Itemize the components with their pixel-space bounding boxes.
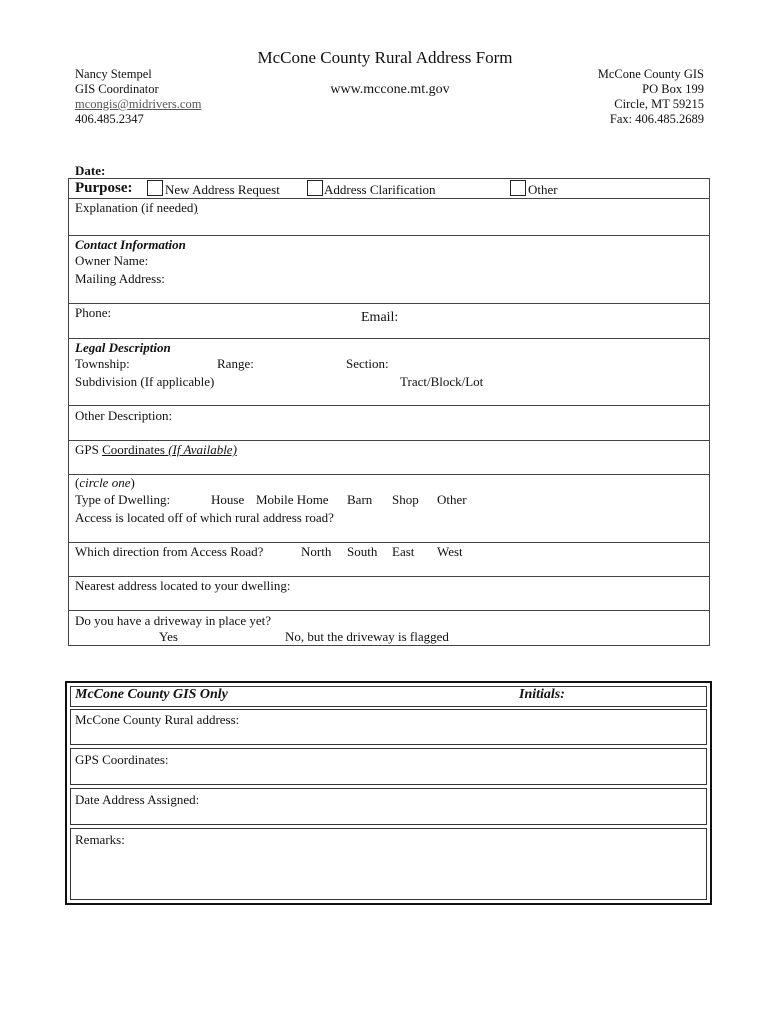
explanation-field[interactable]: [75, 200, 198, 216]
row-divider: [68, 576, 710, 577]
new-address-checkbox[interactable]: [147, 180, 163, 196]
section-field[interactable]: Section:: [346, 356, 389, 371]
direction-option-east[interactable]: East: [392, 544, 415, 559]
other-purpose-checkbox[interactable]: [510, 180, 526, 196]
row-divider: [68, 338, 710, 339]
contact-phone: 406.485.2347: [75, 112, 144, 126]
row-divider: [68, 474, 710, 475]
contact-name: Nancy Stempel: [75, 67, 152, 81]
gis-remarks-row: [70, 828, 707, 900]
purpose-label: Purpose:: [75, 180, 133, 196]
gps-if-available-label: (If Available): [164, 442, 237, 457]
contact-role: GIS Coordinator: [75, 82, 159, 96]
dwelling-option-shop[interactable]: Shop: [392, 492, 419, 507]
row-divider: [68, 610, 710, 611]
new-address-option: New Address Request: [165, 182, 280, 197]
range-field[interactable]: Range:: [217, 356, 254, 371]
row-divider: [68, 440, 710, 441]
gis-rural-address-field[interactable]: McCone County Rural address:: [75, 712, 240, 727]
phone-field[interactable]: Phone:: [75, 305, 112, 320]
other-purpose-option: Other: [528, 182, 558, 197]
direction-option-west[interactable]: West: [437, 544, 463, 559]
other-description-field[interactable]: Other Description:: [75, 408, 173, 423]
owner-name-field[interactable]: Owner Name:: [75, 253, 149, 268]
circle-one-note: (circle one): [75, 475, 135, 490]
address-clarification-checkbox[interactable]: [307, 180, 323, 196]
gis-only-header: McCone County GIS Only: [75, 687, 228, 702]
access-road-field[interactable]: Access is located off of which rural address road?: [75, 510, 334, 525]
direction-option-north[interactable]: North: [301, 544, 332, 559]
circle-one-text: circle one: [79, 475, 131, 490]
org-name: McCone County GIS: [597, 67, 704, 81]
driveway-question: Do you have a driveway in place yet?: [75, 613, 272, 628]
row-divider: [68, 405, 710, 406]
driveway-option-flagged[interactable]: No, but the driveway is flagged: [285, 629, 449, 644]
dwelling-option-other[interactable]: Other: [437, 492, 467, 507]
website-link[interactable]: www.mccone.mt.gov: [330, 82, 450, 97]
org-fax: Fax: 406.485.2689: [609, 112, 704, 126]
mailing-address-field[interactable]: Mailing Address:: [75, 271, 165, 286]
dwelling-option-barn[interactable]: Barn: [347, 492, 373, 507]
contact-email-link[interactable]: mcongis@midrivers.com: [75, 97, 202, 111]
row-divider: [68, 542, 710, 543]
address-clarification-option: Address Clarification: [324, 182, 436, 197]
driveway-option-yes[interactable]: Yes: [159, 629, 178, 644]
gps-coordinates-label: Coordinates: [102, 442, 165, 457]
dwelling-option-house[interactable]: House: [211, 492, 245, 507]
nearest-address-field[interactable]: Nearest address located to your dwelling:: [75, 578, 291, 593]
subdivision-field[interactable]: Subdivision (If applicable): [75, 374, 215, 389]
date-label: Date:: [75, 163, 106, 178]
explanation-label: Explanation (if needed: [75, 200, 194, 215]
row-divider: [68, 198, 710, 199]
contact-info-header: Contact Information: [75, 237, 186, 252]
gis-date-assigned-field[interactable]: Date Address Assigned:: [75, 792, 200, 807]
org-city: Circle, MT 59215: [614, 97, 704, 111]
row-divider: [68, 303, 710, 304]
direction-option-south[interactable]: South: [347, 544, 378, 559]
direction-label: Which direction from Access Road?: [75, 544, 264, 559]
explanation-paren: ): [193, 200, 198, 215]
dwelling-type-label: Type of Dwelling:: [75, 492, 171, 507]
page-title: McCone County Rural Address Form: [257, 48, 513, 67]
tract-block-lot-field[interactable]: Tract/Block/Lot: [400, 374, 484, 389]
gis-remarks-field[interactable]: Remarks:: [75, 832, 125, 847]
gis-gps-coordinates-field[interactable]: GPS Coordinates:: [75, 752, 169, 767]
row-divider: [68, 235, 710, 236]
org-po-box: PO Box 199: [642, 82, 704, 96]
township-field[interactable]: Township:: [75, 356, 130, 371]
initials-field[interactable]: Initials:: [519, 687, 565, 702]
email-field[interactable]: Email:: [361, 310, 399, 325]
gps-label: GPS: [75, 442, 103, 457]
legal-description-header: Legal Description: [75, 340, 171, 355]
gps-coordinates-field[interactable]: [75, 442, 237, 458]
dwelling-option-mobile-home[interactable]: Mobile Home: [256, 492, 329, 507]
